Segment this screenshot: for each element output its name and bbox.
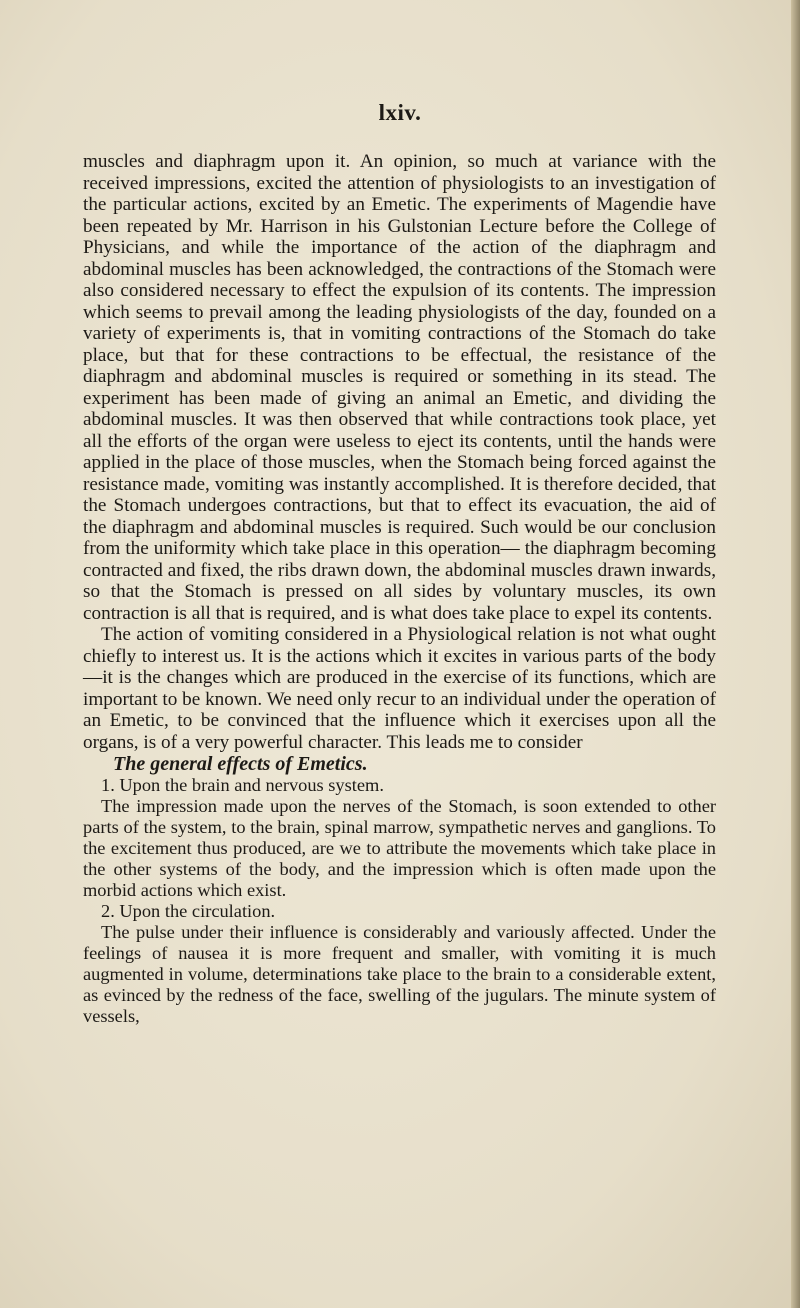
subheading-brain: 1. Upon the brain and nervous system. — [101, 775, 384, 795]
paragraph-3: The impression made upon the nerves of the Stomach, is soon extended to other parts of the system, to the brain, spinal marrow, sympathetic nerves and ganglions. To the excitement thus produced, are we to attribute the movements which take place in the other systems of the body, and the impression which is often made upon the morbid actions which exist. — [83, 796, 716, 900]
page-edge-shadow — [791, 0, 800, 1308]
page-number: lxiv. — [378, 100, 422, 125]
paragraph-2: The action of vomiting considered in a Physiological relation is not what ought chiefly to interest us. It is the actions which it excites in various parts of the body—it is the changes which are produced in the exercise of its functions, which are important to be known. We need only recur to an individual under the operation of an Emetic, to be convinced that the influence which it exercises upon all the organs, is of a very powerful character. This leads me to consider — [83, 624, 716, 753]
section-heading: The general effects of Emetics. — [113, 753, 368, 775]
subheading-circulation: 2. Upon the circulation. — [101, 901, 276, 921]
body-text — [83, 151, 716, 1027]
paragraph-4: The pulse under their influence is considerably and variously affected. Under the feelings of nausea it is more frequent and smaller, with vomiting it is much augmented in volume, determinations take place to the brain to a considerable extent, as evinced by the redness of the face, swelling of the jugulars. The minute system of vessels, — [83, 922, 716, 1026]
paragraph-1: muscles and diaphragm upon it. An opinion, so much at variance with the received impressions, excited the attention of physiologists to an investigation of the particular actions, excited by an Emetic. The experiments of Magendie have been repeated by Mr. Harrison in his Gulstonian Lecture before the College of Physicians, and while the importance of the action of the diaphragm and abdominal muscles has been acknowledged, the contractions of the Stomach were also considered necessary to effect the expulsion of its contents. The impression which seems to prevail among the leading physiologists of the day, founded on a variety of experiments is, that in vomiting contractions of the Stomach do take place, but that for these contractions to be effectual, the resistance of the diaphragm and abdominal muscles is required or something in its stead. The experiment has been made of giving an animal an Emetic, and dividing the abdominal muscles. It was then observed that while contractions took place, yet all the efforts of the organ were useless to eject its contents, until the hands were applied in the place of those muscles, when the Stomach being forced against the resistance made, vomiting was instantly accomplished. It is therefore decided, that the Stomach undergoes contractions, but that to effect its evacuation, the aid of the diaphragm and abdominal muscles is required. Such would be our conclusion from the uniformity which take place in this operation— the diaphragm becoming contracted and fixed, the ribs drawn down, the abdominal muscles drawn inwards, so that the Stomach is pressed on all sides by voluntary muscles, its own contraction is all that is required, and is what does take place to expel its contents. — [83, 151, 716, 624]
